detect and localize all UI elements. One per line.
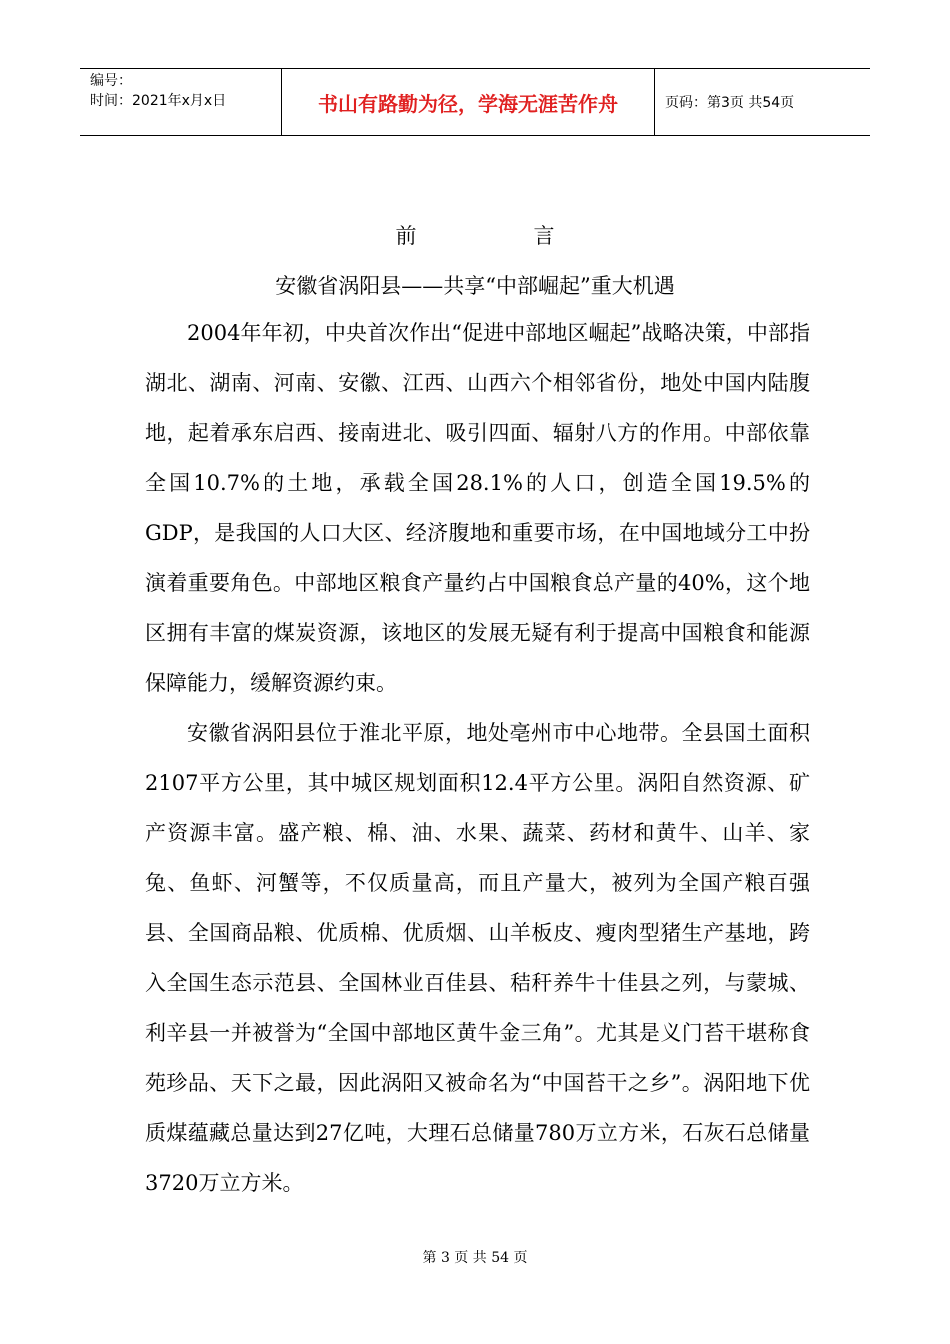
document-title: 前 言 (395, 224, 603, 248)
document-body (145, 308, 810, 1208)
document-time-label: 时间：2021年x月x日 (90, 93, 227, 109)
document-subtitle: 安徽省涡阳县——共享“中部崛起”重大机遇 (275, 274, 675, 298)
header-page-info: 页码：第3页 共54页 (665, 95, 795, 111)
header-motto: 书山有路勤为径，学海无涯苦作舟 (282, 69, 655, 135)
document-number-label: 编号： (90, 73, 132, 89)
body-paragraph: 安徽省涡阳县位于淮北平原，地处亳州市中心地带。全县国土面积2107平方公里，其中城区规划面积12.4平方公里。涡阳自然资源、矿产资源丰富。盛产粮、棉、油、水果、蔬菜、药材和黄牛、山羊、家兔、鱼虾、河蟹等，不仅质量高，而且产量大，被列为全国产粮百强县、全国商品粮、优质棉、优质烟、山羊板皮、瘦肉型猪生产基地，跨入全国生态示范县、全国林业百佳县、秸秆养牛十佳县之列，与蒙城、利辛县一并被誉为“全国中部地区黄牛金三角”。尤其是义门苔干堪称食苑珍品、天下之最，因此涡阳又被命名为“中国苔干之乡”。涡阳地下优质煤蕴藏总量达到27亿吨，大理石总储量780万立方米，石灰石总储量3720万立方米。 (145, 721, 810, 1195)
body-paragraph: 2004年年初，中央首次作出“促进中部地区崛起”战略决策，中部指湖北、湖南、河南、安徽、江西、山西六个相邻省份，地处中国内陆腹地，起着承东启西、接南进北、吸引四面、辐射八方的作用。中部依靠全国10.7%的土地，承载全国28.1%的人口，创造全国19.5%的GDP，是我国的人口大区、经济腹地和重要市场，在中国地域分工中扮演着重要角色。中部地区粮食产量约占中国粮食总产量的40%，这个地区拥有丰富的煤炭资源，该地区的发展无疑有利于提高中国粮食和能源保障能力，缓解资源约束。 (145, 321, 810, 695)
document-header (80, 68, 870, 136)
header-meta-cell (80, 69, 282, 135)
page-footer: 第 3 页 共 54 页 (422, 1250, 528, 1266)
